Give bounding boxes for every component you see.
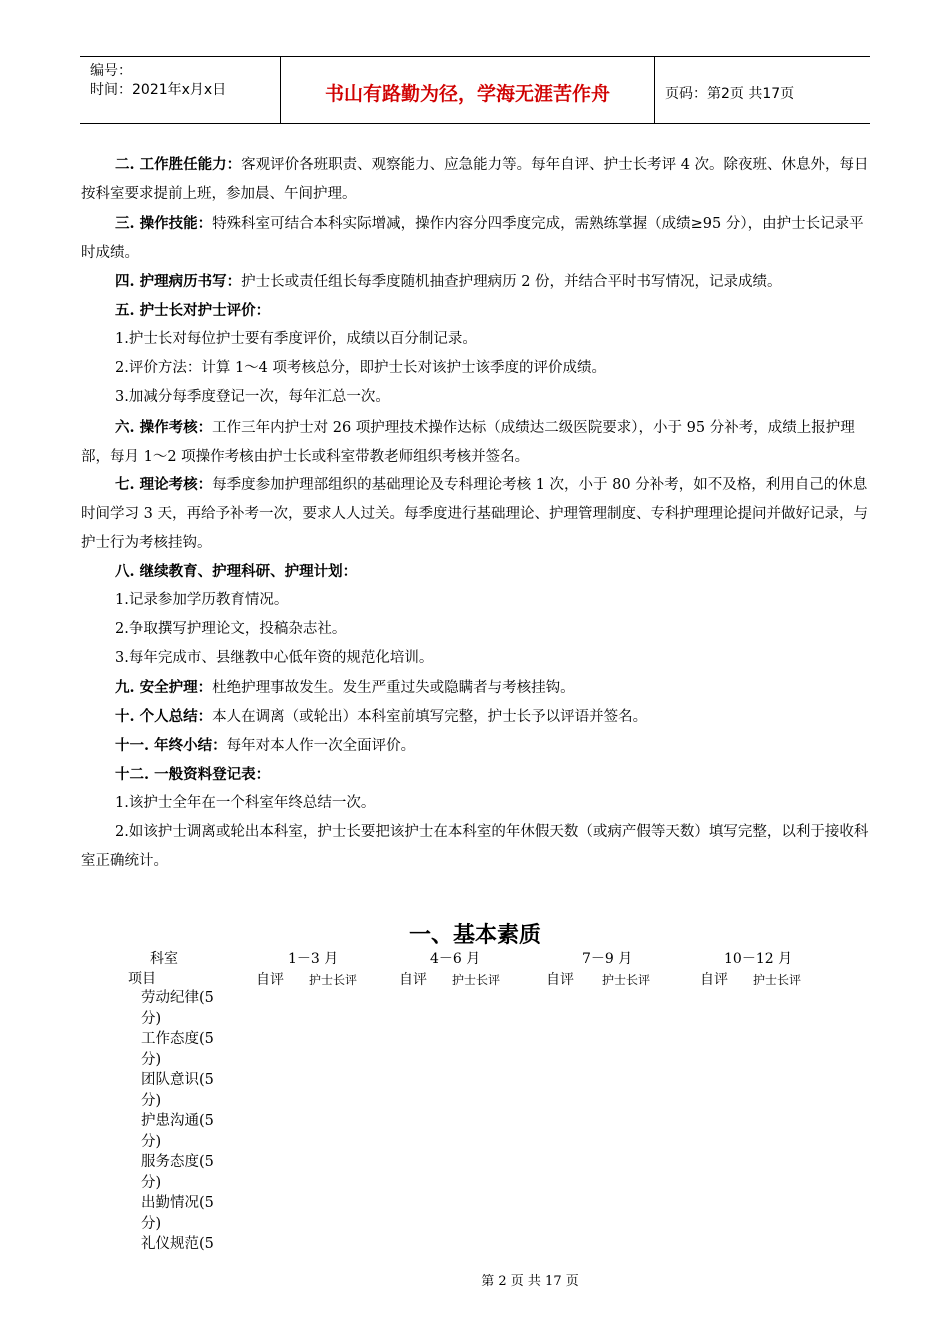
paragraph-text: 3.加减分每季度登记一次，每年汇总一次。 [115, 389, 390, 405]
paragraph-text: 1.该护士全年在一个科室年终总结一次。 [115, 795, 376, 811]
evaluation-item: 工作态度(5分) [141, 1031, 214, 1068]
section-title: 一、基本素质 [408, 922, 541, 948]
paragraph-text: 2.争取撰写护理论文，投稿杂志社。 [115, 621, 347, 637]
paragraph-text: 客观评价各班职责、观察能力、应急能力等。每年自评、护士长考评 4 次。除夜班、休息外，每日按科室要求提前上班，参加晨、午间护理。 [81, 157, 869, 202]
quarter-3-header: 7－9 月 [582, 951, 633, 967]
paragraph-text: 工作三年内护士对 26 项护理技术操作达标（成绩达二级医院要求），小于 95 分补考，成绩上报护理部，每月 1～2 项操作考核由护士长或科室带教老师组织考核并签名。 [81, 420, 855, 465]
paragraph-heading: 二. 工作胜任能力： [115, 156, 242, 173]
body-paragraph [81, 818, 871, 876]
paragraph-text: 本人在调离（或轮出）本科室前填写完整，护士长予以评语并签名。 [212, 709, 648, 725]
item-column-label: 项目 [128, 971, 156, 987]
body-paragraph [81, 209, 871, 268]
q1-self-eval-label: 自评 [256, 972, 284, 988]
paragraph-text: 每季度参加护理部组织的基础理论及专科理论考核 1 次，小于 80 分补考，如不及格，利用自己的休息时间学习 3 天，再给予补考一次，要求人人过关。每季度进行基础理论、护理管理制度、专科护理理论提问并做好记录，与护士行为考核挂钩。 [81, 477, 868, 551]
paragraph-heading: 六. 操作考核： [115, 419, 213, 436]
body-paragraph [81, 702, 871, 732]
paragraph-text: 1.护士长对每位护士要有季度评价，成绩以百分制记录。 [115, 331, 477, 347]
evaluation-item: 出勤情况(5分) [141, 1195, 214, 1232]
quarter-1-header: 1－3 月 [288, 951, 339, 967]
q2-head-eval-label: 护士长评 [452, 973, 501, 987]
page-header [80, 56, 870, 124]
paragraph-text: 2.如该护士调离或轮出本科室，护士长要把该护士在本科室的年休假天数（或病产假等天数）填写完整，以利于接收科室正确统计。 [81, 824, 869, 869]
paragraph-heading: 七. 理论考核： [115, 476, 213, 493]
paragraph-text: 2.评价方法：计算 1～4 项考核总分，即护士长对该护士该季度的评价成绩。 [115, 360, 607, 376]
evaluation-item: 劳动纪律(5分) [141, 990, 214, 1027]
paragraph-text: 护士长或责任组长每季度随机抽查护理病历 2 份，并结合平时书写情况，记录成绩。 [241, 274, 782, 290]
paragraph-text: 杜绝护理事故发生。发生严重过失或隐瞒者与考核挂钩。 [212, 680, 575, 696]
page-footer [0, 1270, 950, 1289]
q1-head-eval-label: 护士长评 [309, 973, 358, 987]
body-paragraph [81, 470, 871, 558]
q3-head-eval-label: 护士长评 [602, 973, 651, 987]
body-paragraph [81, 557, 871, 587]
evaluation-item: 护患沟通(5分) [141, 1113, 214, 1150]
quarter-2-header: 4－6 月 [430, 951, 481, 967]
dept-column-label: 科室 [150, 951, 178, 967]
document-number-label: 编号： [90, 63, 132, 79]
evaluation-item: 团队意识(5分) [141, 1072, 214, 1109]
document-time-label: 时间：2021年x月x日 [90, 82, 227, 98]
body-paragraph [81, 789, 871, 818]
paragraph-heading: 五. 护士长对护士评价： [115, 302, 271, 319]
paragraph-heading: 十二. 一般资料登记表： [115, 766, 271, 783]
header-motto-cell [281, 57, 655, 123]
body-paragraph [81, 673, 871, 703]
paragraph-text: 特殊科室可结合本科实际增减，操作内容分四季度完成，需熟练掌握（成绩≥95 分），由护士长记录平时成绩。 [81, 216, 864, 261]
body-paragraph [81, 354, 871, 383]
paragraph-text: 3.每年完成市、县继教中心低年资的规范化培训。 [115, 650, 434, 666]
header-motto: 书山有路勤为径，学海无涯苦作舟 [324, 83, 610, 105]
header-info-cell [80, 57, 281, 123]
body-paragraph [81, 267, 871, 297]
paragraph-heading: 十一. 年终小结： [115, 737, 227, 754]
paragraph-heading: 八. 继续教育、护理科研、护理计划： [115, 563, 358, 580]
body-paragraph [81, 325, 871, 354]
body-paragraph [81, 760, 871, 790]
paragraph-text: 1.记录参加学历教育情况。 [115, 592, 289, 608]
evaluation-item: 礼仪规范(5 [141, 1236, 214, 1252]
q3-self-eval-label: 自评 [546, 972, 574, 988]
body-paragraph [81, 586, 871, 615]
body-paragraph [81, 413, 871, 472]
header-page-cell [655, 57, 870, 123]
paragraph-heading: 四. 护理病历书写： [115, 273, 242, 290]
q4-self-eval-label: 自评 [700, 972, 728, 988]
body-paragraph [81, 731, 871, 761]
q2-self-eval-label: 自评 [399, 972, 427, 988]
body-paragraph [81, 150, 871, 209]
body-paragraph [81, 383, 871, 412]
paragraph-heading: 九. 安全护理： [115, 679, 213, 696]
paragraph-heading: 十. 个人总结： [115, 708, 213, 725]
body-paragraph [81, 296, 871, 326]
header-page-label: 页码：第2页 共17页 [665, 86, 795, 102]
q4-head-eval-label: 护士长评 [753, 973, 802, 987]
paragraph-heading: 三. 操作技能： [115, 215, 213, 232]
footer-page-number: 第 2 页 共 17 页 [481, 1274, 579, 1289]
quarter-4-header: 10－12 月 [724, 951, 793, 967]
body-paragraph [81, 644, 871, 673]
paragraph-text: 每年对本人作一次全面评价。 [226, 738, 416, 754]
evaluation-item: 服务态度(5分) [141, 1154, 214, 1191]
body-paragraph [81, 615, 871, 644]
